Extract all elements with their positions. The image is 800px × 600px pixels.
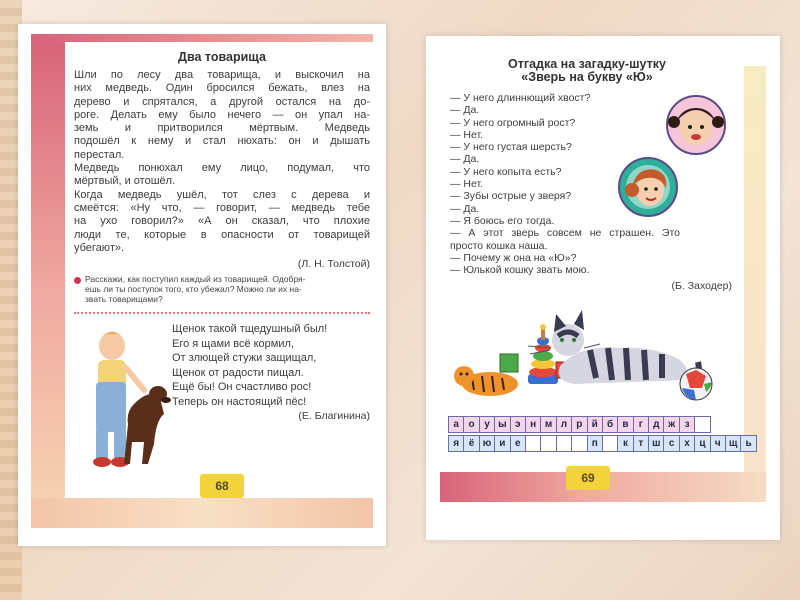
alphabet-cell (602, 435, 618, 452)
alphabet-cell (571, 435, 587, 452)
alphabet-cell: ж (663, 416, 679, 433)
task-line: Расскажи, как поступил каждый из товарищей. Одобря- (85, 274, 306, 284)
alphabet-cell: х (679, 435, 695, 452)
story-line: дерево и спрятался, а другой остался на до- (74, 95, 370, 108)
page-border-top (31, 34, 373, 42)
dialogue-line: — Да. (450, 202, 480, 215)
alphabet-cell: ч (710, 435, 726, 452)
alphabet-cell: э (510, 416, 526, 433)
poem-line: Щенок от радости пищал. (172, 366, 304, 379)
story-line: перестал. (74, 148, 125, 161)
poem-line: Его я щами всё кормил, (172, 337, 294, 350)
riddle-title (456, 58, 718, 84)
alphabet-cell: ш (648, 435, 664, 452)
alphabet-cell: в (617, 416, 633, 433)
dialogue-line: — Нет. (450, 128, 484, 141)
boy-with-dog-illustration (74, 324, 174, 474)
story-line: люди те, которые в опасности от товарищей (74, 228, 370, 241)
story-line: земь и притворился мёртвым. Медведь (74, 122, 370, 135)
girl-scared-portrait-illustration (662, 94, 730, 156)
story-author: (Л. Н. Толстой) (297, 258, 370, 270)
story-line: смеётся: «Ну что, — говорит, — медведь тебе (74, 201, 370, 214)
task-text (85, 274, 371, 304)
textbook-page-right (426, 36, 780, 540)
alphabet-cell: и (494, 435, 510, 452)
alphabet-cell: ю (479, 435, 495, 452)
dialogue-line: — У него огромный рост? (450, 116, 576, 129)
story-line: Когда медведь ушёл, тот слез с дерева и (74, 188, 370, 201)
story-line: убегают». (74, 241, 125, 254)
alphabet-cell: н (525, 416, 541, 433)
story-text (74, 69, 370, 255)
alphabet-cell: е (510, 435, 526, 452)
alphabet-cell (556, 435, 572, 452)
riddle-title-line: Отгадка на загадку-шутку (508, 57, 666, 71)
alphabet-cell: г (633, 416, 649, 433)
story-line: роге. Делать ему было нечего — он упал на- (74, 108, 370, 121)
alphabet-cell: ы (494, 416, 510, 433)
alphabet-cell: с (663, 435, 679, 452)
poem-line: Щенок такой тщедушный был! (172, 323, 328, 335)
riddle-author: (Б. Заходер) (671, 280, 732, 292)
story-line: них медведь. Один бросился бежать, влез на (74, 82, 370, 95)
task-line: ешь ли ты поступок того, кто убежал? Можно ли их на- (85, 284, 302, 294)
alphabet-cell: з (679, 416, 695, 433)
dialogue-line: — Юлькой кошку звать мою. (450, 264, 590, 277)
dotted-divider (74, 312, 370, 314)
alphabet-cell: ц (694, 435, 710, 452)
dialogue-line: — Я боюсь его тогда. (450, 214, 555, 227)
dialogue-line: — Почему ж она на «Ю»? (450, 251, 577, 264)
alphabet-cell (694, 416, 710, 433)
story-line: мёртвый, и отошёл. (74, 175, 176, 188)
dialogue-line: — А этот зверь совсем не страшен. Это (450, 227, 680, 240)
alphabet-cell: т (633, 435, 649, 452)
alphabet-cell: м (540, 416, 556, 433)
alphabet-cell: л (556, 416, 572, 433)
alphabet-cell: п (587, 435, 603, 452)
dialogue-line: просто кошка наша. (450, 239, 548, 252)
page-border-left (31, 34, 65, 506)
alphabet-cell: й (587, 416, 603, 433)
alphabet-cell: а (448, 416, 464, 433)
story-line: подошёл к нему и стал нюхать: он и дышать (74, 135, 370, 148)
girl-smiling-portrait-illustration (616, 156, 680, 218)
alphabet-cell: д (648, 416, 664, 433)
page-bottom-band (31, 498, 373, 528)
alphabet-cell: о (463, 416, 479, 433)
dialogue-line: — Да. (450, 104, 480, 117)
story-line: на ухо говорил?» «А он сказал, что плохие (74, 215, 370, 228)
dialogue-line: — У него густая шерсть? (450, 141, 572, 154)
task-bullet-icon (74, 277, 81, 284)
poem-text (172, 322, 372, 409)
story-line: Шли по лесу два товарища, и выскочил на (74, 69, 370, 81)
alphabet-cell: ь (740, 435, 756, 452)
poem-author: (Е. Благинина) (298, 410, 370, 422)
poem-line: От злющей стужи защищал, (172, 352, 317, 364)
page-number: 69 (566, 466, 610, 490)
alphabet-cell: щ (725, 435, 741, 452)
alphabet-cell: б (602, 416, 618, 433)
page-side-band (744, 66, 766, 490)
dialogue-line: — Нет. (450, 178, 484, 191)
page-number: 68 (200, 474, 244, 498)
alphabet-grid-second-row (448, 435, 756, 451)
task-line: звать товарищами? (85, 294, 163, 304)
poem-line: Теперь он настоящий пёс! (172, 395, 307, 408)
alphabet-cell: ё (463, 435, 479, 452)
riddle-title-line: «Зверь на букву «Ю» (521, 70, 653, 84)
dialogue-line: — Да. (450, 153, 480, 166)
toys-and-cat-illustration (450, 292, 720, 402)
dialogue-line: — Зубы острые у зверя? (450, 190, 572, 203)
poem-line: Ещё бы! Он счастливо рос! (172, 381, 312, 393)
alphabet-cell (525, 435, 541, 452)
alphabet-cell: у (479, 416, 495, 433)
story-title: Два товарища (178, 50, 266, 64)
alphabet-cell: к (617, 435, 633, 452)
alphabet-cell: р (571, 416, 587, 433)
alphabet-grid-vowels-consonants (448, 416, 710, 432)
textbook-page-left (18, 24, 386, 546)
alphabet-cell: я (448, 435, 464, 452)
dialogue-line: — У него длиннющий хвост? (450, 92, 591, 104)
story-line: Медведь понюхал ему лицо, подумал, что (74, 162, 370, 175)
alphabet-cell (540, 435, 556, 452)
dialogue-line: — У него копыта есть? (450, 165, 562, 178)
